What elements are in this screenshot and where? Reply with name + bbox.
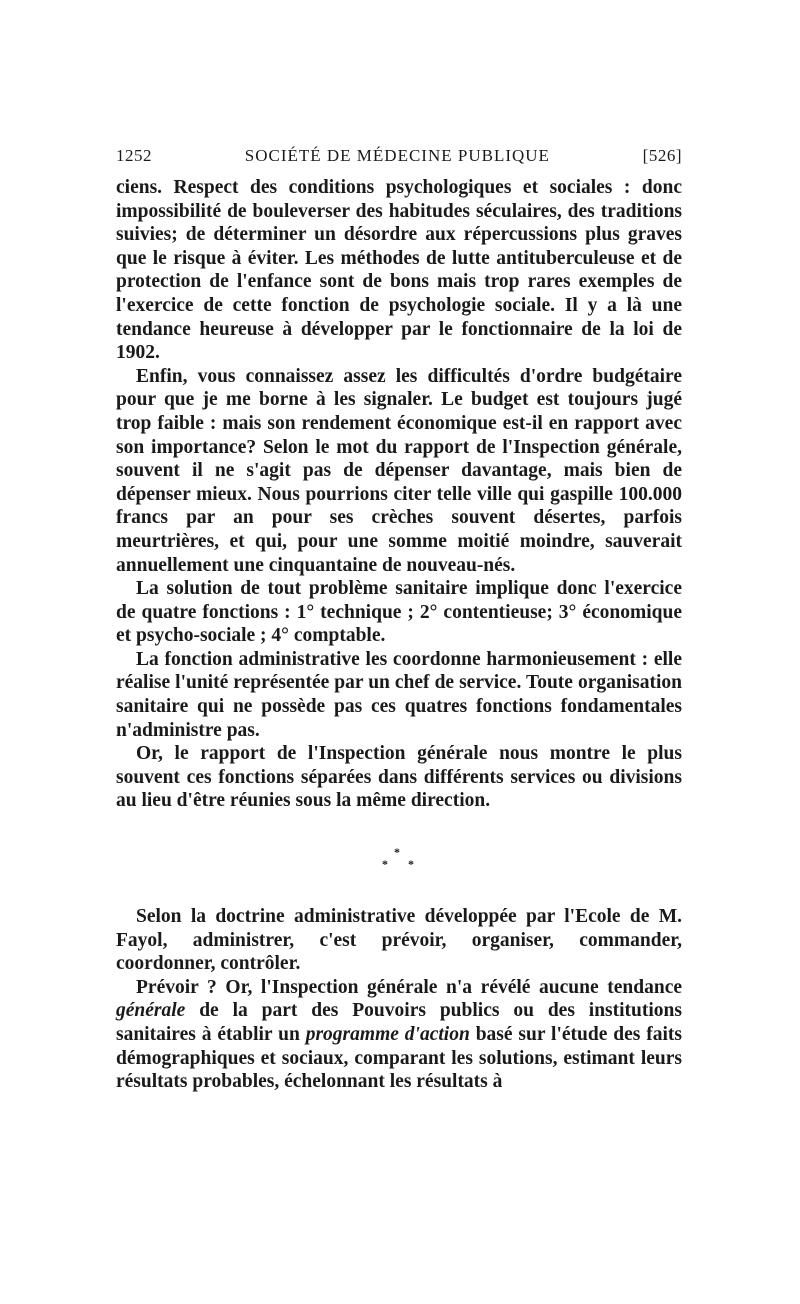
text-run: de la part des Pouvoirs publics ou des institutions sanitaires à établir un <box>116 1000 682 1045</box>
page-number: 1252 <box>116 146 152 165</box>
running-header <box>116 146 682 166</box>
paragraph: La solution de tout problème sanitaire implique donc l'exercice de quatre fonctions : 1° technique ; 2° contentieuse; 3° économique et psycho-sociale ; 4° comptable. <box>116 578 682 647</box>
paragraph: La fonction administrative les coordonne harmonieusement : elle réalise l'unité représentée par un chef de service. Toute organisation sanitaire qui ne possède pas ces quatres fonctions fondamentales n'administre pas. <box>116 648 682 741</box>
text-run: Prévoir ? Or, l'Inspection générale n'a révélé aucune tendance <box>136 976 682 998</box>
paragraph: Enfin, vous connaissez assez les difficultés d'ordre budgétaire pour que je me borne à les signaler. Le budget est toujours jugé trop faible : mais son rendement économique est-il en rapport avec son importance? Selon le mot du rapport de l'Inspection générale, souvent il ne s'agit pas de dépenser davantage, mais bien de dépenser mieux. Nous pourrions citer telle ville qui gaspille 100.000 francs par an pour ses crèches souvent désertes, parfois meurtrières, et qui, pour une somme moitié moindre, sauverait annuellement une cinquantaine de nouveau-nés. <box>116 365 682 576</box>
italic-text: générale <box>116 1000 186 1022</box>
page <box>116 146 682 1094</box>
paragraph: Selon la doctrine administrative développée par l'Ecole de M. Fayol, administrer, c'est prévoir, organiser, commander, coordonner, contrôler. <box>116 906 682 975</box>
text-run: basé sur l'étude des faits démographiques et sociaux, comparant les solutions, estimant leurs résultats probables, échelonnant les résultats à <box>116 1024 683 1093</box>
asterism-star: * <box>394 845 400 860</box>
paragraph: Or, le rapport de l'Inspection générale nous montre le plus souvent ces fonctions séparées dans différents services ou divisions au lieu d'être réunies sous la même direction. <box>116 743 682 812</box>
paragraph <box>116 976 682 1094</box>
running-title: SOCIÉTÉ DE MÉDECINE PUBLIQUE <box>244 146 550 165</box>
section-separator <box>116 813 682 905</box>
paragraph: ciens. Respect des conditions psychologiques et sociales : donc impossibilité de bouleverser des habitudes séculaires, des traditions suivies; de déterminer un désordre aux répercussions plus graves que le risque à éviter. Les méthodes de lutte antituberculeuse et de protection de l'enfance sont de bons mais trop rares exemples de l'exercice de cette fonction de psychologie sociale. Il y a là une tendance heureuse à développer par le fonctionnaire de la loi de 1902. <box>116 177 682 364</box>
asterism-star: * <box>382 857 388 872</box>
body-text <box>116 176 682 1094</box>
italic-text: programme d'action <box>305 1024 470 1045</box>
asterism-star: * <box>408 857 414 872</box>
folio: [526] <box>642 146 682 165</box>
